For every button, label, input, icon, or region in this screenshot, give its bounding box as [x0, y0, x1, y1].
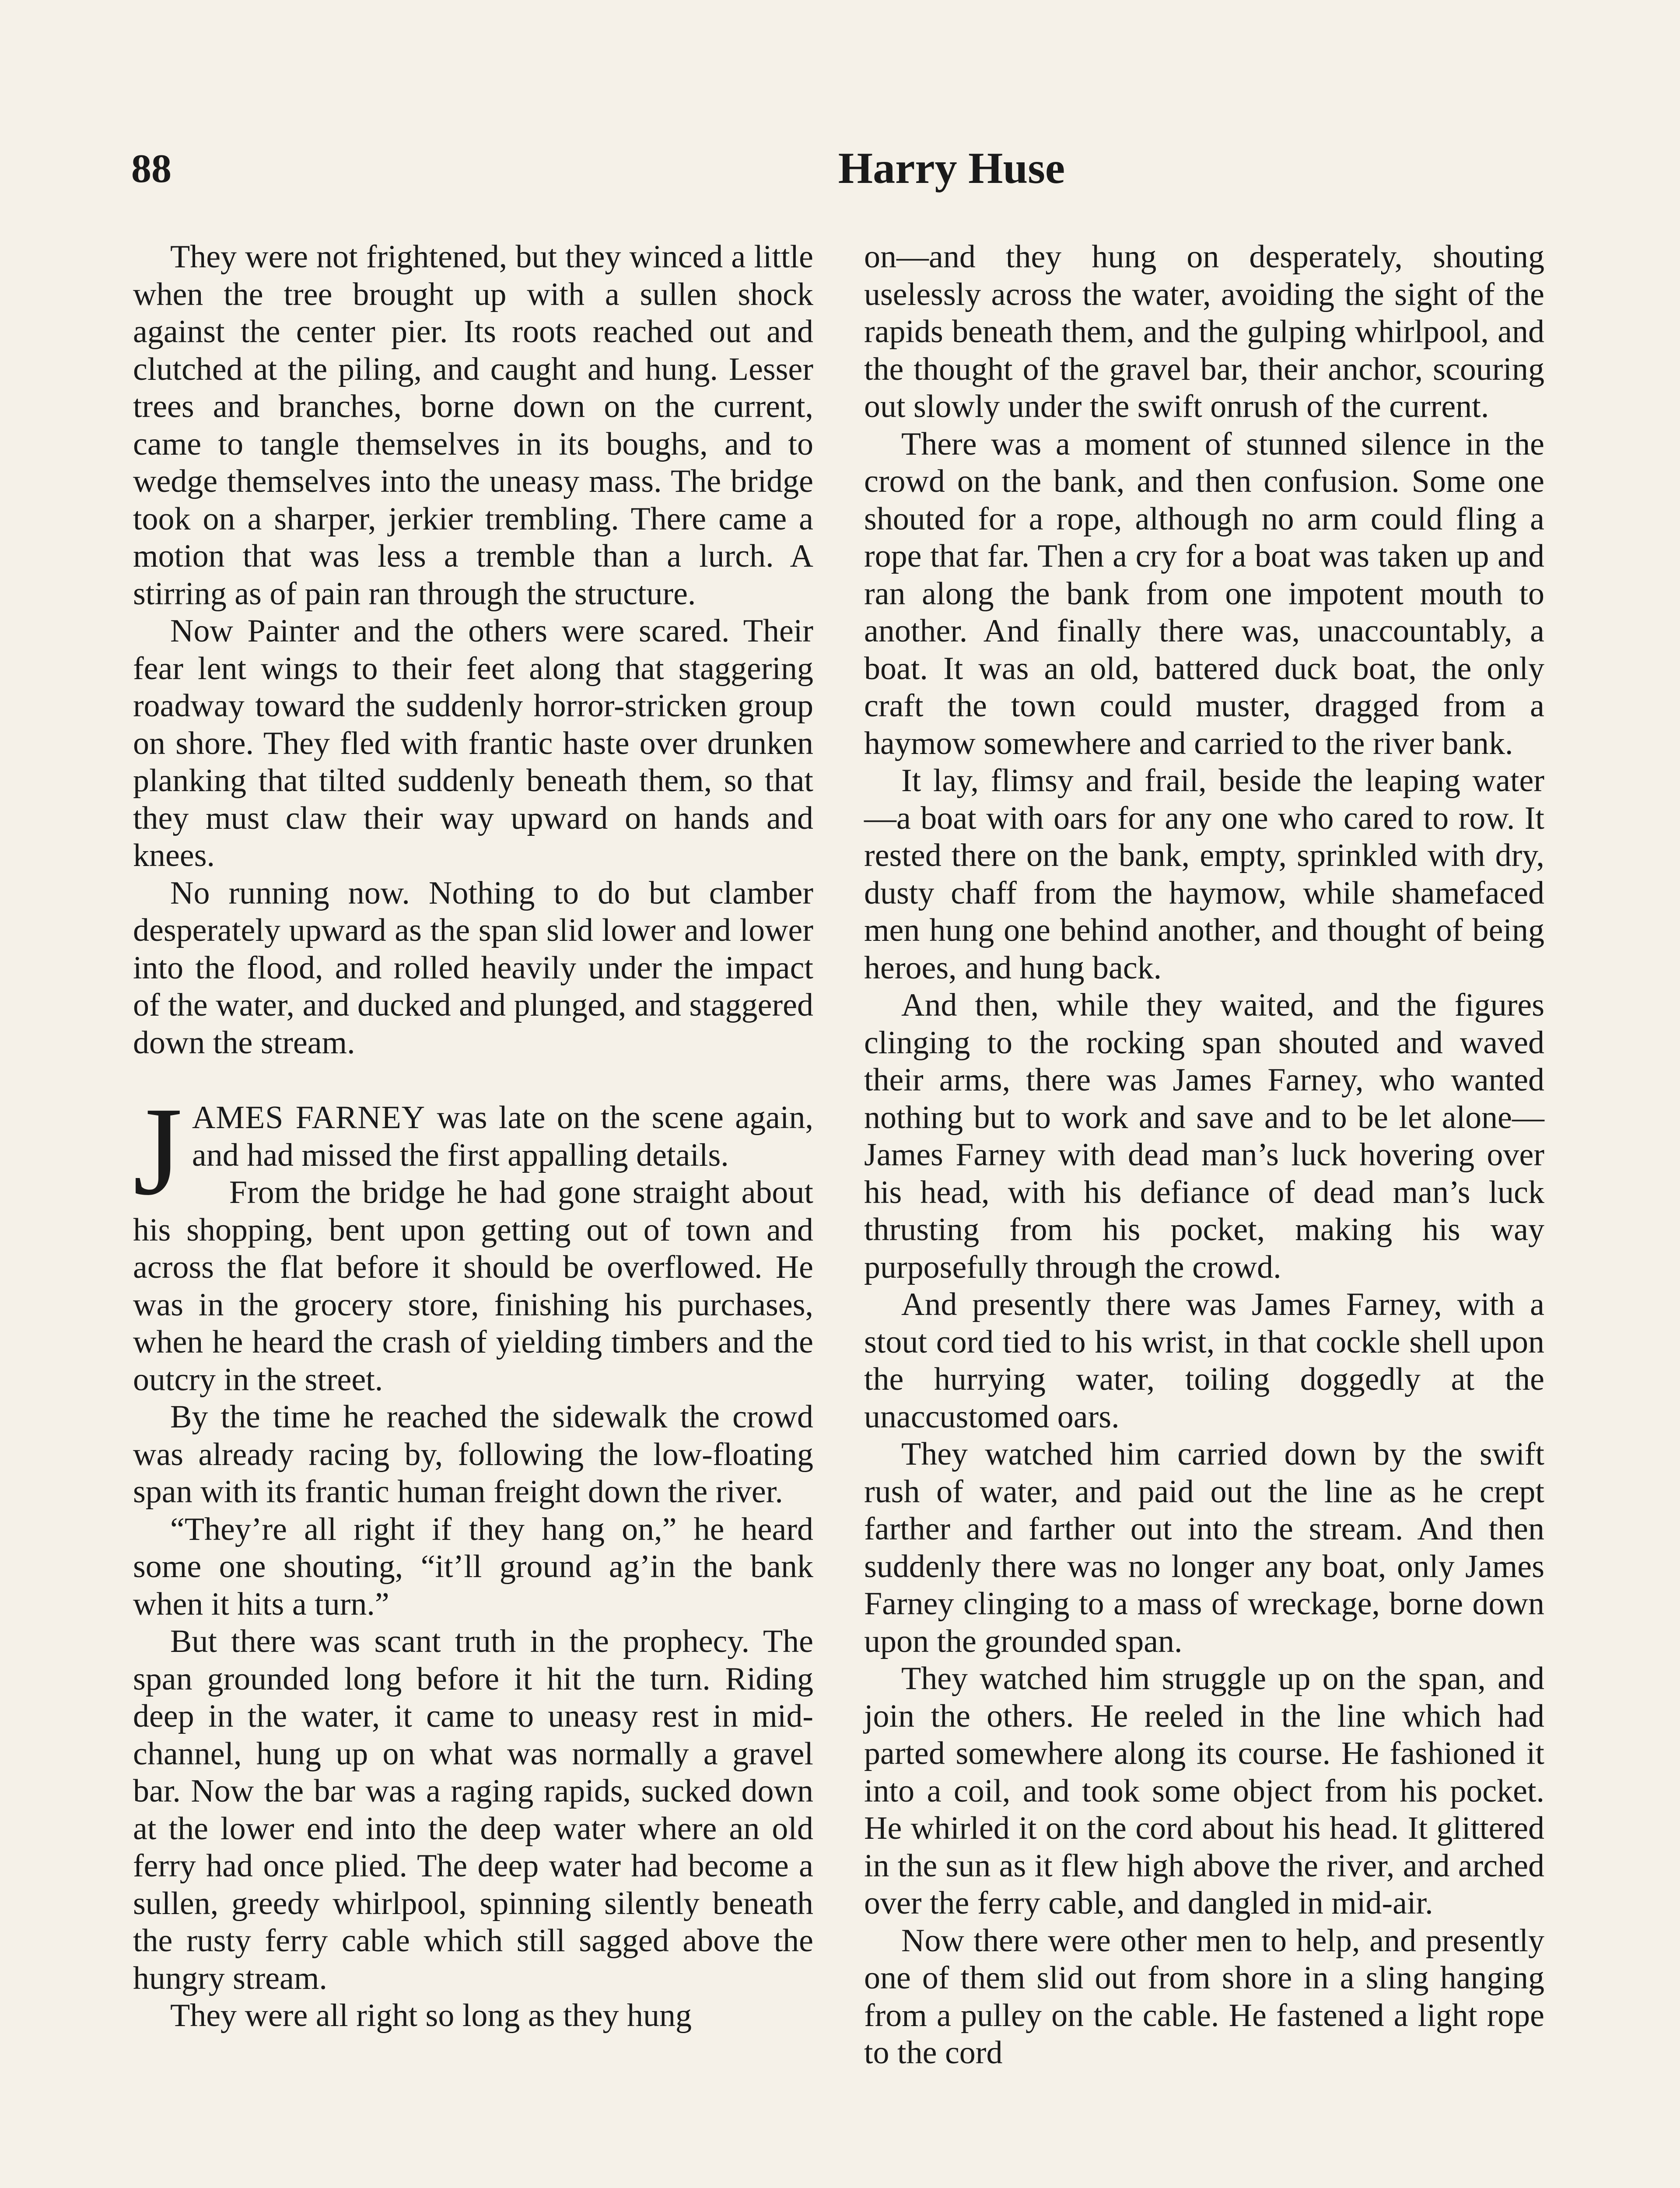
running-head-author: Harry Huse — [838, 144, 1065, 193]
lead-in-caps: AMES FARNEY — [192, 1100, 426, 1136]
paragraph: “They’re all right if they hang on,” he heard some one shouting, “it’ll ground ag’in the bank when it hits a turn.” — [133, 1511, 813, 1622]
paragraph: They were all right so long as they hung — [170, 1998, 692, 2034]
paragraph: There was a moment of stunned silence in the crowd on the bank, and then confusion. Some one shouted for a rope, although no arm could fling a rope that far. Then a cry for a boat was taken up and ran along the bank from one impotent mouth to another. And finally there was, unaccountably, a boat. It was an old, battered duck boat, the only craft the town could muster, dragged from a haymow somewhere and carried to the river bank. — [864, 426, 1544, 761]
left-column — [133, 238, 813, 2035]
section-opening-paragraph — [133, 1081, 813, 1221]
paragraph: They were not frightened, but they winced a little when the tree brought up with a sullen shock against the center pier. Its roots reached out and clutched at the piling, and caught and hung. Lesser trees and branches, borne down on the current, came to tangle themselves in its boughs, and to wedge themselves into the uneasy mass. The bridge took on a sharper, jerkier trembling. There came a motion that was less a tremble than a lurch. A stirring as of pain ran through the structure. — [133, 239, 813, 612]
lead-in-text: was late on the scene again, and had missed the first appalling details. — [192, 1100, 813, 1173]
paragraph: They watched him carried down by the swift rush of water, and paid out the line as he crept farther and farther out into the stream. And then suddenly there was no longer any boat, only James Farney clinging to a mass of wreckage, borne down upon the grounded span. — [864, 1436, 1544, 1659]
drop-cap: J — [133, 1081, 182, 1221]
paragraph: No running now. Nothing to do but clamber desperately upward as the span slid lower and lower into the flood, and rolled heavily under the impact of the water, and ducked and plunged, and staggered down the stream. — [133, 875, 813, 1061]
paragraph: They watched him struggle up on the span, and join the others. He reeled in the line which had parted somewhere along its course. He fashioned it into a coil, and took some object from his pocket. He whirled it on the cord about his head. It glittered in the sun as it flew high above the river, and arched over the ferry cable, and dangled in mid-air. — [864, 1661, 1544, 1921]
paragraph: Now there were other men to help, and presently one of them slid out from shore in a sling hanging from a pulley on the cable. He fastened a light rope to the cord — [864, 1922, 1544, 2071]
paragraph: Now Painter and the others were scared. Their fear lent wings to their feet along that staggering roadway toward the suddenly horror-stricken group on shore. They fled with frantic haste over drunken planking that tilted suddenly beneath them, so that they must claw their way upward on hands and knees. — [133, 613, 813, 873]
paragraph: It lay, flimsy and frail, beside the leaping water—a boat with oars for any one who cared to row. It rested there on the bank, empty, sprinkled with dry, dusty chaff from the haymow, while shamefaced men hung one behind another, and thought of being heroes, and hung back. — [864, 763, 1544, 986]
paragraph: But there was scant truth in the prophecy. The span grounded long before it hit the turn. Riding deep in the water, it came to uneasy rest in mid-channel, hung up on what was normally a gravel bar. Now the bar was a raging rapids, sucked down at the lower end into the deep water where an old ferry had once plied. The deep water had become a sullen, greedy whirlpool, spinning silently beneath the rusty ferry cable which still sagged above the hungry stream. — [133, 1623, 813, 1996]
right-column — [864, 238, 1544, 2072]
paragraph: And then, while they waited, and the figures clinging to the rocking span shouted and waved their arms, there was James Farney, who wanted nothing but to work and save and to be let alone—James Farney with dead man’s luck hovering over his head, with his defiance of dead man’s luck thrusting from his pocket, making his way purposefully through the crowd. — [864, 987, 1544, 1285]
paragraph: And presently there was James Farney, with a stout cord tied to his wrist, in that cockle shell upon the hurrying water, toiling doggedly at the unaccustomed oars. — [864, 1287, 1544, 1435]
page-number: 88 — [131, 146, 172, 191]
paragraph: From the bridge he had gone straight about his shopping, bent upon getting out of town and across the flat before it should be overflowed. He was in the grocery store, finishing his purchases, when he heard the crash of yielding timbers and the outcry in the street. — [133, 1175, 813, 1398]
paragraph: By the time he reached the sidewalk the crowd was already racing by, following the low-floating span with its frantic human freight down the river. — [133, 1399, 813, 1510]
paragraph-continued: on—and they hung on desperately, shouting uselessly across the water, avoiding the sight of the rapids beneath them, and the gulping whirlpool, and the thought of the gravel bar, their anchor, scouring out slowly under the swift onrush of the current. — [864, 239, 1544, 424]
section-break — [133, 1062, 813, 1099]
page-header — [131, 136, 1549, 201]
